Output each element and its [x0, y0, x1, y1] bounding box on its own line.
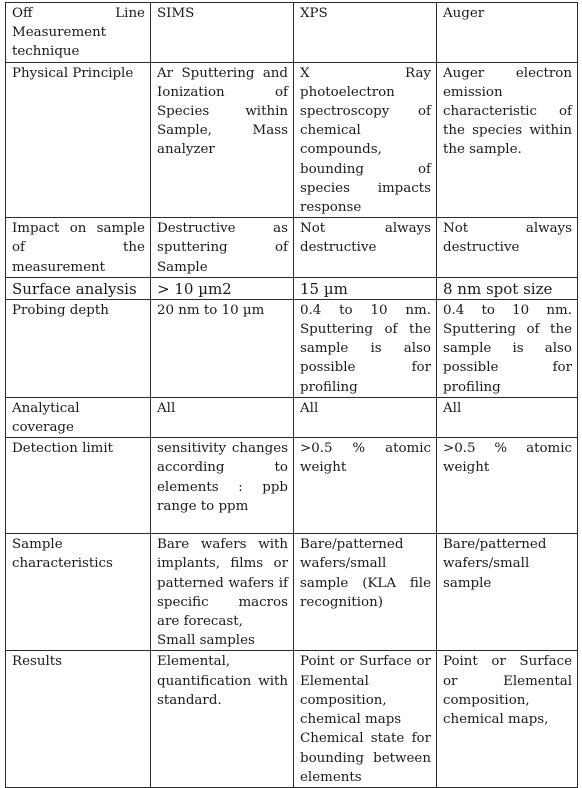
cell-auger: Auger electron emission characteristic of the species within the sample.: [437, 62, 578, 218]
cell-auger: 8 nm spot size: [437, 277, 578, 299]
cell-sims: Destructive as sputtering of Sample: [151, 218, 294, 278]
header-cell-auger: Auger: [437, 3, 578, 63]
cell-xps: 0.4 to 10 nm. Sputtering of the sample is also possible for profiling: [294, 299, 437, 397]
cell-xps: Bare/patterned wafers/small sample (KLA file recognition): [294, 534, 437, 651]
table-row: [6, 651, 578, 787]
row-label: Detection limit: [6, 438, 151, 534]
cell-auger: >0.5 % atomic weight: [437, 438, 578, 534]
table-row: [6, 218, 578, 278]
cell-xps: [294, 651, 437, 787]
table-row: [6, 62, 578, 218]
cell-sims: > 10 µm2: [151, 277, 294, 299]
table-row: [6, 397, 578, 437]
row-label: Probing depth: [6, 299, 151, 397]
cell-sims: [151, 534, 294, 651]
cell-sims: sensitivity changes according to elements : ppb range to ppm: [151, 438, 294, 534]
row-label: Results: [6, 651, 151, 787]
row-label: Surface analysis: [6, 277, 151, 299]
row-label: Impact on sample of the measurement: [6, 218, 151, 278]
cell-text: Point or Surface or Elemental composition, chemical maps: [300, 654, 431, 728]
cell-xps: Not always destructive: [294, 218, 437, 278]
header-cell-xps: XPS: [294, 3, 437, 63]
table-row: [6, 277, 578, 299]
cell-auger: Bare/patterned wafers/small sample: [437, 534, 578, 651]
cell-sims: Ar Sputtering and Ionization of Species within Sample, Mass analyzer: [151, 62, 294, 218]
row-label: Sample characteristics: [6, 534, 151, 651]
table-row: [6, 534, 578, 651]
cell-auger: Not always destructive: [437, 218, 578, 278]
header-cell-sims: SIMS: [151, 3, 294, 63]
cell-text-extra: Small samples: [157, 633, 255, 649]
table-row: [6, 299, 578, 397]
cell-auger: All: [437, 397, 578, 437]
row-label: Physical Principle: [6, 62, 151, 218]
header-row: [6, 3, 578, 63]
cell-text-extra: Chemical state for bounding between elements: [300, 731, 431, 785]
cell-xps: X Ray photoelectron spectroscopy of chemical compounds, bounding of species impacts response: [294, 62, 437, 218]
row-label: Analytical coverage: [6, 397, 151, 437]
cell-auger: Point or Surface or Elemental composition, chemical maps,: [437, 651, 578, 787]
cell-xps: All: [294, 397, 437, 437]
cell-sims: All: [151, 397, 294, 437]
comparison-table: [5, 2, 578, 788]
cell-xps: 15 µm: [294, 277, 437, 299]
cell-auger: 0.4 to 10 nm. Sputtering of the sample is also possible for profiling: [437, 299, 578, 397]
cell-text: Bare wafers with implants, films or patterned wafers if specific macros are forecast,: [157, 537, 288, 630]
cell-sims: Elemental, quantification with standard.: [151, 651, 294, 787]
cell-sims: 20 nm to 10 µm: [151, 299, 294, 397]
header-cell-technique: Off Line Measurement technique: [6, 3, 151, 63]
cell-xps: >0.5 % atomic weight: [294, 438, 437, 534]
table-row: [6, 438, 578, 534]
